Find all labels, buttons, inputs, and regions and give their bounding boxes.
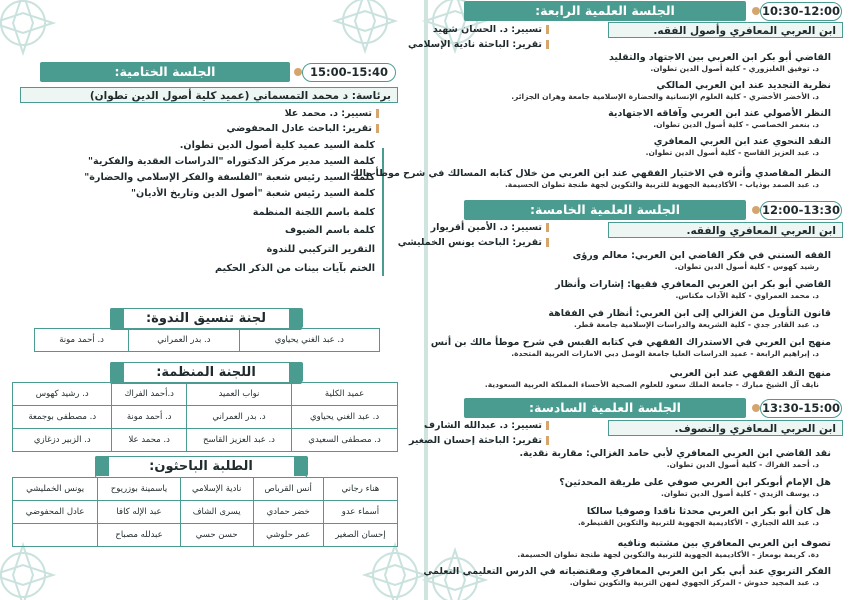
session6-moderation: تسيير: د. عبدالله الشارف [424, 420, 549, 431]
students-title: الطلبة الباحثون: [95, 456, 307, 478]
closing-item: كلمة باسم اللجنة المنظمة [252, 207, 375, 218]
coordination-member: د. عبد الغني يحياوي [239, 329, 379, 352]
session5-talk: منهج النقد الفقهي عند ابن العربي نايف آل الشيخ مبارك - جامعة الملك سعود للعلوم الصحية الأحساء المملكة العربية السعودية. [484, 368, 831, 389]
session4-moderation: تسيير: د. الحسان شهيد [433, 24, 549, 35]
organizing-cell: د. الزبير دزغازي [13, 429, 112, 452]
organizing-cell: د. أحمد مونة [112, 406, 186, 429]
organizing-cell: د. عبد العزيز القاسح [186, 429, 291, 452]
session6-header [464, 398, 844, 418]
coordination-member: د. أحمد مونة [35, 329, 129, 352]
session6-talk: تصوف ابن العربي المعافري بين مشتبه ونافيه دة. كريمة بومعاز - الأكاديمية الجهوية للتربية والتكوين لجهة طنجة تطوان الحسيمة. [517, 538, 831, 559]
session4-talk: النقد النحوي عند ابن العربي المعافري د. عبد العزيز القاسح - كلية أصول الدين تطوان. [645, 136, 831, 157]
student-cell: نادية الإسلامي [180, 478, 253, 501]
student-cell: عادل المحفوضي [13, 501, 98, 524]
student-cell: يونس الخمليشي [13, 478, 98, 501]
student-cell: أنس القرباص [253, 478, 323, 501]
closing-item: كلمة السيد مدير مركز الدكتوراه "الدراسات العقدية والفكرية" [88, 156, 375, 167]
student-cell: خضر حمادي [253, 501, 323, 524]
student-cell [13, 524, 98, 547]
session5-talk: الفقه السنني في فكر القاضي ابن العربي: معالم ورؤى رشيد كهوس - كلية أصول الدين تطوان. [572, 250, 831, 271]
session4-talk: النظر المقاصدي وأثره في الاختيار الفقهي عند ابن العربي من خلال كتابه المسالك في شرح موطأ مالك د. عبد الصمد بوذياب - الأكاديمية الجهوية للتربية والتكوين لجهة طنجة تطوان الحسيمة. [350, 168, 831, 189]
session5-moderation: تسيير: د. الأمين أقريوار [431, 222, 549, 233]
closing-session-header [40, 62, 398, 82]
organizing-cell: د. بدر العمراني [186, 406, 291, 429]
session6-talk: نقد القاضي ابن العربي المعافري لأبي حامد الغزالي: مقاربة نقدية. د. أحمد الفراك - كلية أصول الدين تطوان. [519, 448, 831, 469]
session5-talk: منهج ابن العربي في الاستدراك الفقهي في كتابه القبس في شرح موطأ مالك بن أنس د. إبراهيم الرابعة - عميد الدراسات العليا جامعة الوصل دبي الامارات العربية المتحدة. [430, 337, 831, 358]
closing-moderation: تسيير: د. محمد علا [285, 108, 379, 119]
session5-topic: ابن العربي المعافري والفقه. [608, 222, 843, 238]
left-column [0, 0, 424, 600]
organizing-cell: د. مصطفى بوجمعة [13, 406, 112, 429]
session5-time: 12:00-13:30 [760, 201, 842, 220]
closing-item: كلمة السيد عميد كلية أصول الدين تطوان. [179, 140, 375, 151]
session6-title: الجلسة العلمية السادسة: [464, 398, 746, 418]
session4-title: الجلسة العلمية الرابعة: [464, 1, 746, 21]
session6-talk: الفكر التربوي عند أبي بكر ابن العربي المعافري ومقتضياته في الدرس التعليمي التعلمي د. عبد المجيد حدوش - المركز الجهوي لمهن التربية والتكوين تطوان. [423, 566, 831, 587]
student-cell: عبدلله مصباح [98, 524, 180, 547]
closing-item: الختم بآيات بينات من الذكر الحكيم [214, 263, 375, 274]
session4-time: 10:30-12:00 [760, 2, 842, 21]
closing-report: تقرير: الباحث عادل المحفوضي [227, 123, 379, 134]
session4-talk: نظرية التجديد عند ابن العربي المالكي د. الأخضر الأخضري - كلية العلوم الإنسانية والحضارة الإسلامية جامعة وهران الجزائر. [511, 80, 831, 101]
organizing-cell: د. مصطفى السعيدي [292, 429, 398, 452]
session5-talk: القاضي أبو بكر ابن العربي المعافري فقيها: إشارات وأنظار د. محمد العمراوي - كلية الآداب مكناس. [555, 279, 831, 300]
session4-talk: القاضي أبو بكر ابن العربي بين الاجتهاد والتقليد د. توفيق الغلبزوري - كلية أصول الدين تطوان. [608, 52, 831, 73]
organizing-title: اللجنة المنظمة: [110, 362, 302, 384]
student-cell: يسرى الشاف [180, 501, 253, 524]
organizing-cell: عميد الكلية [292, 383, 398, 406]
session6-talk: هل كان أبو بكر ابن العربي محدثا ناقدا وصوفيا سالكا د. عبد الله الجباري - الأكاديمية الجهوية للتربية والتكوين القنيطرة. [577, 506, 831, 527]
organizing-cell: د. رشيد كهوس [13, 383, 112, 406]
session5-title: الجلسة العلمية الخامسة: [464, 200, 746, 220]
session5-header [464, 200, 844, 220]
closing-item: كلمة السيد رئيس شعبة "أصول الدين وتاريخ الأديان" [131, 188, 375, 199]
organizing-table [12, 382, 398, 452]
closing-chair: برئاسة: د محمد التمسماني (عميد كلية أصول الدين تطوان) [20, 87, 398, 103]
session5-report: تقرير: الباحث يونس الخمليشي [398, 237, 549, 248]
student-cell: حسن حسي [180, 524, 253, 547]
student-cell: ياسمينة بوزريوح [98, 478, 180, 501]
student-cell: أسماء عدو [323, 501, 397, 524]
session4-talk: النظر الأصولي عند ابن العربي وآفاقه الاجتهادية د. بنعمر الخصاصي - كلية أصول الدين تطوان. [608, 108, 831, 129]
student-cell: عمر حلوشي [253, 524, 323, 547]
organizing-cell: د.أحمد الفراك [112, 383, 186, 406]
organizing-cell: د. محمد علا [112, 429, 186, 452]
session6-topic: ابن العربي المعافري والتصوف. [608, 420, 843, 436]
session4-report: تقرير: الباحثة نادية الإسلامي [408, 39, 549, 50]
session5-talk: قانون التأويل من الغزالي إلى ابن العربي: أنظار في الفقاهة د. عبد القادر جدي - كلية الشريعة والدراسات الإسلامية جامعة قطر. [548, 308, 831, 329]
closing-item: كلمة السيد رئيس شعبة "الفلسفة والفكر الإسلامي والحضارة" [84, 172, 375, 183]
closing-item: التقرير التركيبي للندوة [266, 244, 375, 255]
session6-talk: هل الإمام أبوبكر ابن العربي صوفي على طريقة المحدثين؟ د. يوسف الزيدي - كلية أصول الدين تطوان. [559, 477, 831, 498]
session6-report: تقرير: الباحثة إحسان الصغير [409, 435, 549, 446]
student-cell: عبد الإله كافا [98, 501, 180, 524]
coordination-member: د. بدر العمراني [129, 329, 239, 352]
session6-time: 13:30-15:00 [760, 399, 842, 418]
organizing-cell: نواب العميد [186, 383, 291, 406]
closing-session-time: 15:00-15:40 [302, 63, 396, 82]
student-cell: هناء رجاني [323, 478, 397, 501]
closing-session-title: الجلسة الختامية: [40, 62, 290, 82]
student-cell: إحسان الصغير [323, 524, 397, 547]
closing-item: كلمة باسم الضيوف [284, 225, 375, 236]
coordination-table [34, 328, 380, 352]
coordination-title: لجنة تنسيق الندوة: [110, 308, 302, 330]
organizing-cell: د. عبد الغني يحياوي [292, 406, 398, 429]
students-table [12, 477, 398, 547]
session4-topic: ابن العربي المعافري وأصول الفقه. [608, 22, 843, 38]
session4-header [464, 1, 844, 21]
